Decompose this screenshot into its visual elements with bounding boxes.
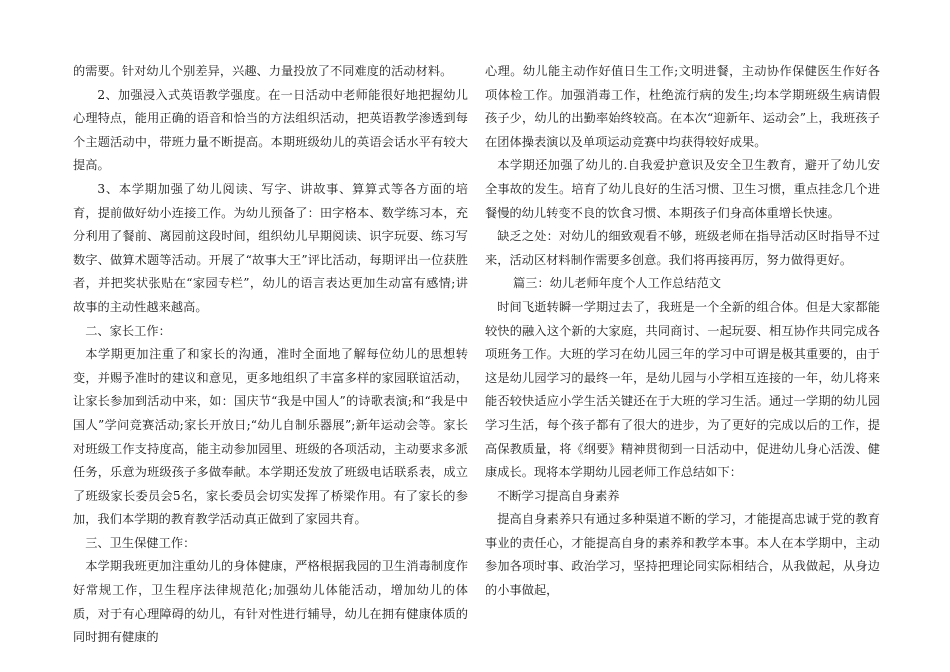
paragraph-shortcomings: 缺乏之处：对幼儿的细致观看不够，班级老师在指导活动区时指导不过来，活动区材料制作需要多创意。我们将再接再厉，努力做得更好。 [485,229,880,267]
paragraph-continuation: 的需要。针对幼儿个别差异，兴趣、力量投放了不同难度的活动材料。 [73,64,453,78]
paragraph-health-continuation: 心理。幼儿能主动作好值日生工作;文明进餐，主动协作保健医生作好各项体检工作。加强消毒工作，杜绝流行病的发生;均本学期班级生病请假孩子少，幼儿的出勤率始终较高。在本次“迎新年、运动会”上，我班孩子在团体操表演以及单项运动竞赛中均获得较好成果。 [485,64,880,149]
section-heading-parents: 二、家长工作： [85,323,171,338]
section-heading-self-improvement: 不断学习提高自身素养 [497,488,620,503]
paragraph-self-improvement: 提高自身素养只有通过多种渠道不断的学习，才能提高忠诚于党的教育事业的责任心，才能提高自身的素养和教学本事。本人在本学期中，主动参加各项时事、政治学习，坚持把理论同实际相结合，从我做起，从身边的小事做起， [485,512,880,598]
paragraph-parents-work: 本学期更加注重了和家长的沟通，准时全面地了解每位幼儿的思想转变，并赐予准时的建议和意见，更多地组织了丰富多样的家园联谊活动，让家长参加到活动中来，如：国庆节“我是中国人”的诗歌表演;和“我是中国人”学问竞赛活动;家长开放日;“幼儿自制乐器展”;新年运动会等。家长对班级工作支持度高，能主动参加园里、班级的各项活动，主动要求多派任务，乐意为班级孩子多做奉献。本学期还发放了班级电话联系表，成立了班级家长委员会5名，家长委员会切实发挥了桥梁作用。有了家长的参加，我们本学期的教育教学活动真正做到了家园共育。 [73,347,468,527]
paragraph-safety-education: 本学期还加强了幼儿的.自我爱护意识及安全卫生教育，避开了幼儿安全事故的发生。培育了幼儿良好的生活习惯、卫生习惯，重点挂念几个进餐慢的幼儿转变不良的饮食习惯、本期孩子们身高体重增长快速。 [485,158,880,220]
paragraph-reading-writing: 3、本学期加强了幼儿阅读、写字、讲故事、算算式等各方面的培育，提前做好幼小连接工作。为幼儿预备了：田字格本、数学练习本，充分利用了餐前、离园前这段时间，组织幼儿早期阅读、识字玩耍、练习写数字、做算术题等活动。开展了“故事大王”评比活动，每期评出一位获胜者，并把奖状张贴在“家园专栏”，幼儿的语言表达更加生动富有感情;讲故事的主动性越来越高。 [73,181,468,314]
section-heading-health: 三、卫生保健工作： [85,535,196,550]
paragraph-english-teaching: 2、加强浸入式英语教学强度。在一日活动中老师能很好地把握幼儿心理特点，能用正确的语音和恰当的方法组织活动，把英语教学渗透到每个主题活动中，带班力量不断提高。本期班级幼儿的英语会话水平有较大提高。 [73,87,468,173]
article-subtitle: 篇三：幼儿老师年度个人工作总结范文 [513,276,722,291]
left-column [73,60,468,650]
paragraph-semester-summary: 时间飞逝转瞬一学期过去了，我班是一个全新的组合体。但是大家都能较快的融入这个新的大家庭，共同商讨、一起玩耍、相互协作共同完成各项班务工作。大班的学习在幼儿园三年的学习中可谓是极其重要的，由于这是幼儿园学习的最终一年，是幼儿园与小学相互连接的一年，幼儿将来能否较快适应小学生活关键还在于大班的学习生活。通过一学期的幼儿园学习生活，每个孩子都有了很大的进步，为了更好的完成以后的工作，提高保教质量，将《纲要》精神贯彻到一日活动中，促进幼儿身心活泼、健康成长。现将本学期幼儿园老师工作总结如下： [485,299,880,480]
right-column [485,60,880,603]
paragraph-health-work: 本学期我班更加注重幼儿的身体健康，严格根据我园的卫生消毒制度作好常规工作，卫生程序法律规范化;加强幼儿体能活动，增加幼儿的体质，对于有心理障碍的幼儿，有针对性进行辅导，幼儿在拥有健康体质的同时拥有健康的 [73,559,468,645]
